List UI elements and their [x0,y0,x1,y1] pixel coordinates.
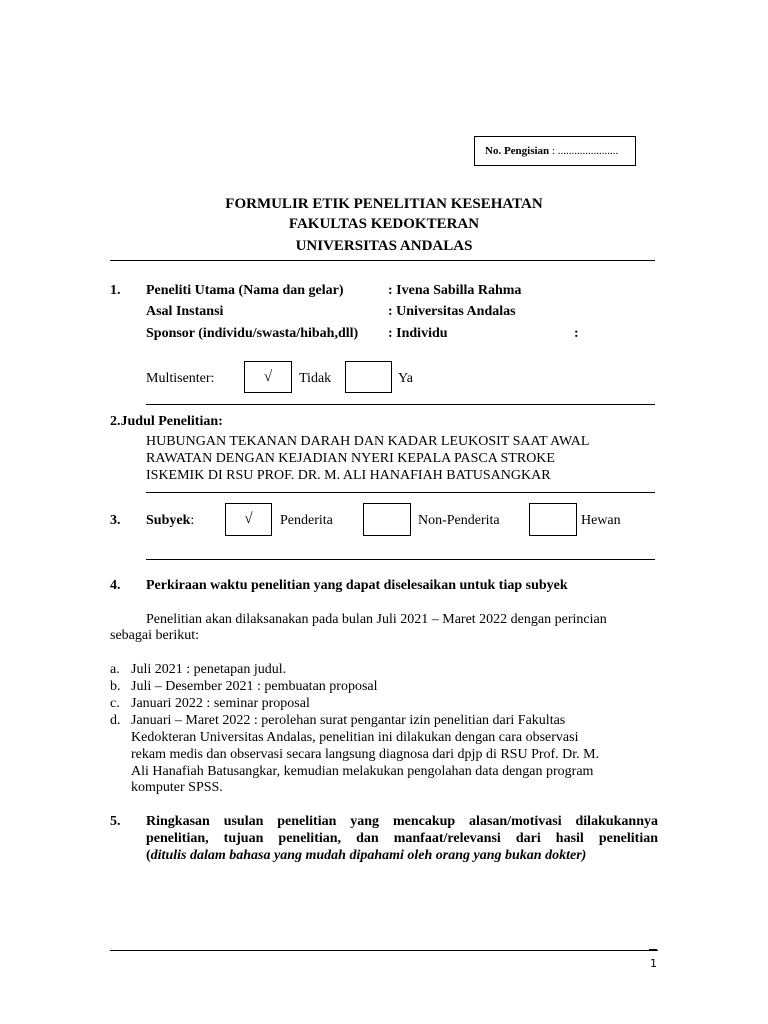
footer-divider [110,950,658,951]
section1-divider [146,404,655,405]
list-letter-b: b. [110,679,121,694]
section1-number: 1. [110,283,121,298]
section5-line3 [146,848,586,864]
list-item-d-line4: Ali Hanafiah Batusangkar, kemudian melakukan pengolahan data dengan program [131,764,594,779]
list-letter-c: c. [110,696,120,711]
research-title-line1: HUBUNGAN TEKANAN DARAH DAN KADAR LEUKOSIT SAAT AWAL [146,434,590,449]
subyek-non-penderita-label: Non-Penderita [418,513,500,528]
faculty-title: FAKULTAS KEDOKTERAN [288,216,480,232]
subyek-penderita-label: Penderita [280,513,333,528]
multisenter-label: Multisenter: [146,371,215,386]
section5-number: 5. [110,814,121,829]
subyek-colon: : [190,513,195,528]
form-title: FORMULIR ETIK PENELITIAN KESEHATAN [225,196,543,212]
section5-line1: Ringkasan usulan penelitian yang mencakup alasan/motivasi dilakukannya [146,814,658,829]
section2-heading: 2.Judul Penelitian: [110,414,223,429]
section3-divider [146,559,655,560]
header-divider [110,260,655,261]
research-title-line2: RAWATAN DENGAN KEJADIAN NYERI KEPALA PASCA STROKE [146,451,555,466]
university-title: UNIVERSITAS ANDALAS [295,238,473,254]
list-item-a: Juli 2021 : penetapan judul. [131,662,287,677]
sponsor-label: Sponsor (individu/swasta/hibah,dll) [146,326,359,341]
researcher-label: Peneliti Utama (Nama dan gelar) [146,283,344,298]
section3-number: 3. [110,513,121,528]
no-pengisian-value: : ...................... [549,145,619,157]
multisenter-ya-label: Ya [398,371,413,386]
section5-open-paren: ( [146,848,151,863]
list-item-d-line2: Kedokteran Universitas Andalas, penelitian ini dilakukan dengan cara observasi [131,730,579,745]
section4-heading: Perkiraan waktu penelitian yang dapat diselesaikan untuk tiap subyek [146,578,568,593]
multisenter-tidak-label: Tidak [299,371,332,386]
research-title-line3: ISKEMIK DI RSU PROF. DR. M. ALI HANAFIAH BATUSANGKAR [146,468,551,483]
list-item-c: Januari 2022 : seminar proposal [131,696,310,711]
section4-number: 4. [110,578,121,593]
multisenter-ya-checkbox[interactable] [345,361,392,393]
section4-paragraph-line1: Penelitian akan dilaksanakan pada bulan Juli 2021 – Maret 2022 dengan perincian [146,612,607,627]
subyek-non-penderita-checkbox[interactable] [363,503,411,536]
list-item-d-line3: rekam medis dan observasi secara langsung diagnosa dari dpjp di RSU Prof. Dr. M. [131,747,600,762]
subyek-hewan-checkbox[interactable] [529,503,577,536]
list-letter-a: a. [110,662,120,677]
subyek-label-group [146,513,194,529]
subyek-penderita-checkbox[interactable]: √ [225,503,272,536]
subyek-hewan-label: Hewan [581,513,621,528]
institution-label: Asal Instansi [146,304,224,319]
institution-value: : Universitas Andalas [388,304,516,319]
section4-paragraph-line2: sebagai berikut: [110,628,200,643]
page-number: 1 [650,957,657,970]
section2-divider [146,492,655,493]
section5-line2: penelitian, tujuan penelitian, dan manfaat/relevansi dari hasil penelitian [146,831,658,846]
no-pengisian-box [474,136,636,166]
list-item-b: Juli – Desember 2021 : pembuatan proposal [131,679,378,694]
list-item-d-line1: Januari – Maret 2022 : perolehan surat pengantar izin penelitian dari Fakultas [131,713,566,728]
sponsor-trailing-colon: : [574,326,579,341]
subyek-label: Subyek [146,513,191,528]
list-letter-d: d. [110,713,121,728]
sponsor-value: : Individu [388,326,448,341]
no-pengisian-label: No. Pengisian [485,145,550,157]
section5-italic-note: ditulis dalam bahasa yang mudah dipahami oleh orang yang bukan dokter) [150,848,587,863]
researcher-value: : Ivena Sabilla Rahma [388,283,522,298]
footer-dash [649,949,657,950]
list-item-d-line5: komputer SPSS. [131,780,223,795]
multisenter-tidak-checkbox[interactable]: √ [244,361,292,393]
